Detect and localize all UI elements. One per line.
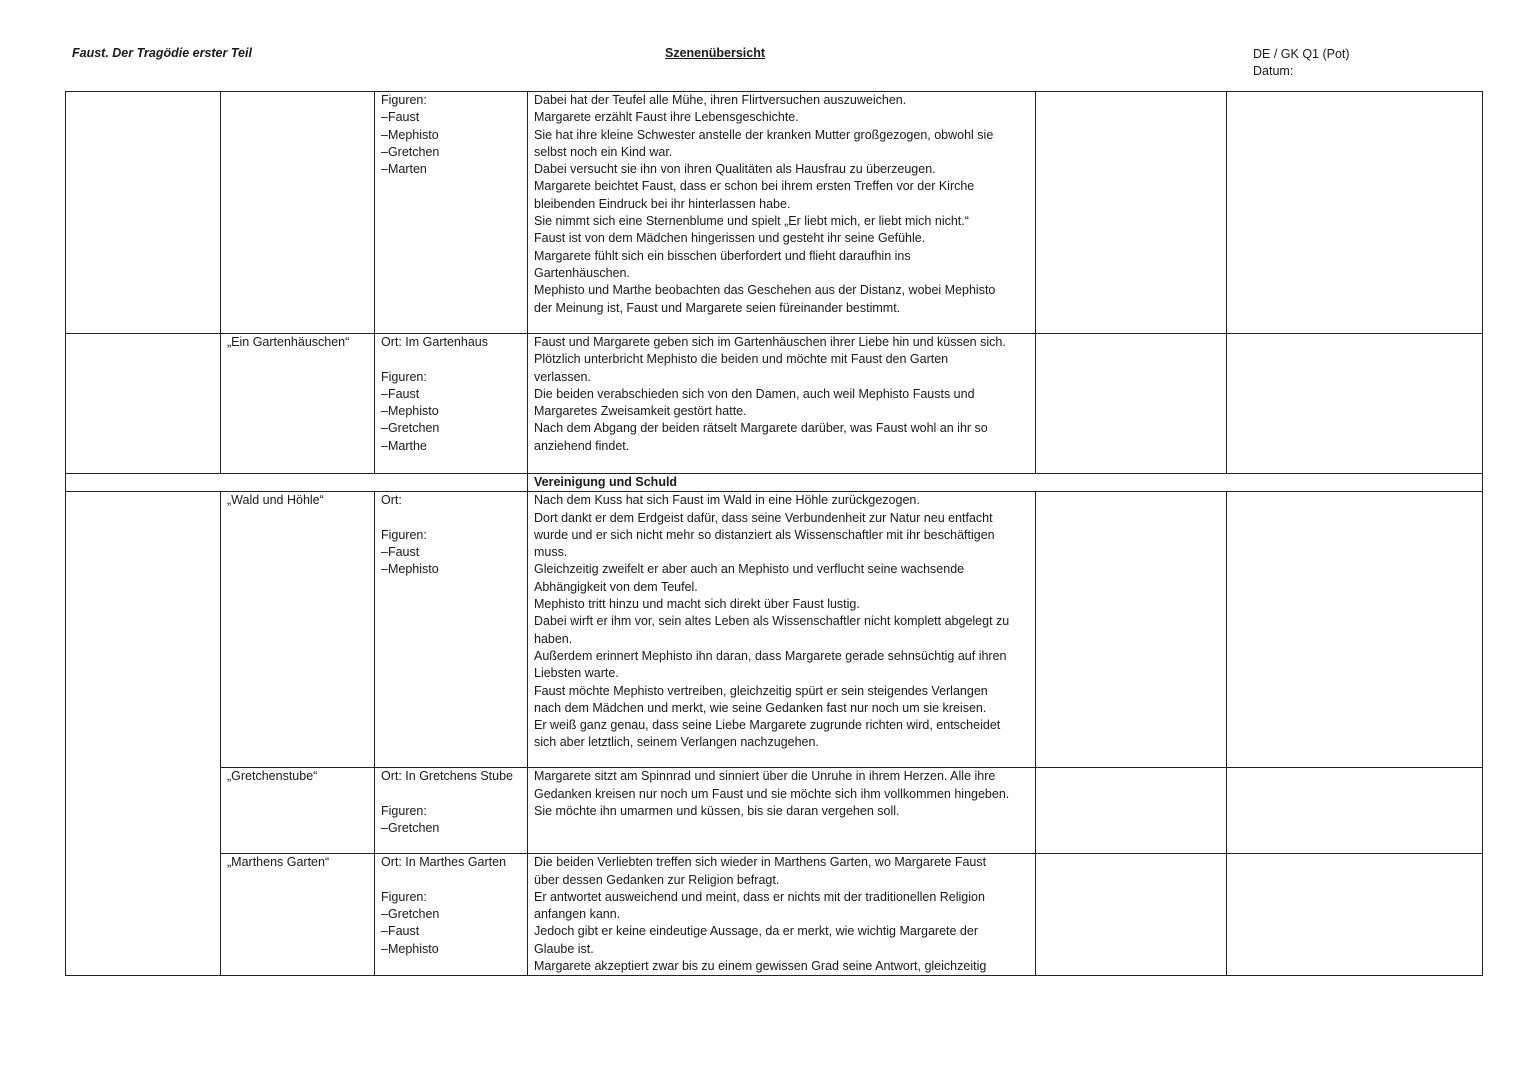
summary-line: der Meinung ist, Faust und Margarete seien füreinander bestimmt.: [534, 300, 901, 315]
scene-title-cell: [221, 768, 375, 854]
act-cell: [66, 92, 221, 334]
setting-cell: [375, 854, 528, 976]
figure-item: –Mephisto: [381, 127, 439, 142]
section-title-cell: [528, 474, 1483, 492]
notes-cell: [1036, 492, 1227, 768]
act-cell: [66, 334, 221, 474]
notes-cell: [1227, 334, 1483, 474]
scene-title: „Wald und Höhle“: [227, 493, 324, 508]
summary-line: Abhängigkeit von dem Teufel.: [534, 579, 698, 594]
summary-line: Margarete sitzt am Spinnrad und sinniert über die Unruhe in ihrem Herzen. Alle ihre: [534, 769, 996, 784]
setting-cell: [375, 492, 528, 768]
figures-list: [381, 544, 521, 579]
scene-title-cell: [221, 854, 375, 976]
summary-line: Mephisto und Marthe beobachten das Geschehen aus der Distanz, wobei Mephisto: [534, 283, 996, 298]
notes-cell: [1227, 492, 1483, 768]
notes-cell: [1036, 854, 1227, 976]
summary-line: Margarete fühlt sich ein bisschen überfordert und flieht daraufhin ins: [534, 248, 911, 263]
figure-item: –Faust: [381, 386, 420, 401]
section-row: [66, 474, 1483, 492]
summary-line: Gleichzeitig zweifelt er aber auch an Mephisto und verflucht seine wachsende: [534, 562, 965, 577]
summary-line: Nach dem Abgang der beiden rätselt Margarete darüber, was Faust wohl an ihr so: [534, 421, 988, 436]
figure-item: –Faust: [381, 924, 420, 939]
summary-line: Nach dem Kuss hat sich Faust im Wald in eine Höhle zurückgezogen.: [534, 493, 920, 508]
notes-cell: [1036, 92, 1227, 334]
summary-line: Dort dankt er dem Erdgeist dafür, dass seine Verbundenheit zur Natur neu entfacht: [534, 510, 993, 525]
scene-title-cell: [221, 334, 375, 474]
summary-line: Faust und Margarete geben sich im Gartenhäuschen ihrer Liebe hin und küssen sich.: [534, 335, 1006, 349]
summary-cell: [528, 768, 1036, 854]
figures-label: Figuren:: [381, 369, 427, 384]
summary-line: Er weiß ganz genau, dass seine Liebe Margarete zugrunde richten wird, entscheidet: [534, 718, 1001, 733]
act-cell: [66, 492, 221, 976]
summary-cell: [528, 334, 1036, 474]
summary-line: Liebsten warte.: [534, 666, 619, 681]
summary-line: Margarete erzählt Faust ihre Lebensgeschichte.: [534, 110, 799, 125]
setting-cell: [375, 334, 528, 474]
summary-line: Dabei versucht sie ihn von ihren Qualitäten als Hausfrau zu überzeugen.: [534, 162, 936, 177]
summary-line: Dabei hat der Teufel alle Mühe, ihren Flirtversuchen auszuweichen.: [534, 93, 907, 107]
notes-cell: [1036, 768, 1227, 854]
location-text: Ort: In Gretchens Stube: [381, 769, 514, 784]
summary-cell: [528, 92, 1036, 334]
notes-cell: [1036, 334, 1227, 474]
table-row: [66, 492, 1483, 768]
date-label: Datum:: [1253, 64, 1294, 78]
figure-item: –Mephisto: [381, 941, 439, 956]
figure-item: –Marthe: [381, 438, 427, 453]
figures-list: [381, 109, 521, 178]
summary-line: Sie nimmt sich eine Sternenblume und spielt „Er liebt mich, er liebt mich nicht.“: [534, 214, 969, 229]
summary-line: Faust ist von dem Mädchen hingerissen und gesteht ihr seine Gefühle.: [534, 231, 926, 246]
scene-title: „Marthens Garten“: [227, 855, 330, 870]
figures-label: Figuren:: [381, 889, 427, 904]
notes-cell: [1227, 854, 1483, 976]
summary-line: Plötzlich unterbricht Mephisto die beiden und möchte mit Faust den Garten: [534, 352, 949, 367]
summary-line: anfangen kann.: [534, 907, 621, 922]
summary-line: Margarete akzeptiert zwar bis zu einem gewissen Grad seine Antwort, gleichzeitig: [534, 959, 987, 974]
table-row: [66, 768, 1483, 854]
summary-line: sich aber letztlich, seinem Verlangen nachzugehen.: [534, 735, 819, 750]
course-label: DE / GK Q1 (Pot): [1253, 47, 1350, 61]
scene-title-cell: [221, 492, 375, 768]
figure-item: –Gretchen: [381, 821, 440, 836]
summary-line: Margarete beichtet Faust, dass er schon bei ihrem ersten Treffen vor der Kirche: [534, 179, 975, 194]
figure-item: –Faust: [381, 110, 420, 125]
summary-line: wurde und er sich nicht mehr so distanziert als Wissenschaftler mit ihr beschäftigen: [534, 527, 995, 542]
figures-list: [381, 820, 521, 837]
figure-item: –Mephisto: [381, 404, 439, 419]
setting-cell: [375, 92, 528, 334]
notes-cell: [1227, 92, 1483, 334]
notes-cell: [1227, 768, 1483, 854]
summary-line: anziehend findet.: [534, 438, 630, 453]
page-header: [72, 46, 1482, 82]
summary-line: Gedanken kreisen nur noch um Faust und sie möchte sich ihm vollkommen hingeben.: [534, 786, 1010, 801]
summary-line: Außerdem erinnert Mephisto ihn daran, dass Margarete gerade sehnsüchtig auf ihren: [534, 648, 1007, 663]
figures-label: Figuren:: [381, 803, 427, 818]
summary-line: selbst noch ein Kind war.: [534, 144, 673, 159]
summary-line: Sie möchte ihn umarmen und küssen, bis sie daran vergehen soll.: [534, 803, 900, 818]
location-text: Ort:: [381, 493, 402, 508]
figure-item: –Faust: [381, 545, 420, 560]
figure-item: –Gretchen: [381, 144, 440, 159]
summary-line: nach dem Mädchen und merkt, wie seine Gedanken fast nur noch um sie kreisen.: [534, 700, 987, 715]
summary-line: Gartenhäuschen.: [534, 265, 630, 280]
summary-line: haben.: [534, 631, 573, 646]
figure-item: –Gretchen: [381, 421, 440, 436]
summary-cell: [528, 492, 1036, 768]
figures-list: [381, 906, 521, 958]
table-row: [66, 334, 1483, 474]
figure-item: –Marten: [381, 162, 427, 177]
figures-label: Figuren:: [381, 93, 427, 107]
figures-label: Figuren:: [381, 527, 427, 542]
section-spacer-cell: [66, 474, 528, 492]
summary-line: Mephisto tritt hinzu und macht sich direkt über Faust lustig.: [534, 597, 860, 612]
figure-item: –Mephisto: [381, 562, 439, 577]
summary-line: Dabei wirft er ihm vor, sein altes Leben als Wissenschaftler nicht komplett abgelegt zu: [534, 614, 1010, 629]
summary-line: Glaube ist.: [534, 941, 594, 956]
summary-line: Faust möchte Mephisto vertreiben, gleichzeitig spürt er sein steigendes Verlangen: [534, 683, 988, 698]
summary-line: Jedoch gibt er keine eindeutige Aussage, da er merkt, wie wichtig Margarete der: [534, 924, 978, 939]
page-heading: Szenenübersicht: [665, 46, 766, 60]
summary-line: über dessen Gedanken zur Religion befragt.: [534, 872, 780, 887]
section-title: Vereinigung und Schuld: [534, 475, 678, 489]
figure-item: –Gretchen: [381, 907, 440, 922]
location-text: Ort: In Marthes Garten: [381, 855, 507, 870]
summary-line: bleibenden Eindruck bei ihr hinterlassen habe.: [534, 196, 791, 211]
scene-title: „Ein Gartenhäuschen“: [227, 335, 350, 349]
summary-line: verlassen.: [534, 369, 591, 384]
summary-line: Die beiden verabschieden sich von den Damen, auch weil Mephisto Fausts und: [534, 386, 975, 401]
scene-title-cell: [221, 92, 375, 334]
scene-title: „Gretchenstube“: [227, 769, 318, 784]
table-row: [66, 854, 1483, 976]
table-row: [66, 92, 1483, 334]
summary-line: Margaretes Zweisamkeit gestört hatte.: [534, 404, 747, 419]
summary-line: Er antwortet ausweichend und meint, dass er nichts mit der traditionellen Religion: [534, 889, 985, 904]
course-info: [1253, 46, 1350, 80]
location-text: Ort: Im Gartenhaus: [381, 335, 488, 349]
summary-line: Die beiden Verliebten treffen sich wieder in Marthens Garten, wo Margarete Faust: [534, 855, 987, 870]
summary-line: muss.: [534, 545, 568, 560]
summary-cell: [528, 854, 1036, 976]
scene-table: [65, 91, 1483, 976]
document-title: Faust. Der Tragödie erster Teil: [72, 46, 252, 60]
setting-cell: [375, 768, 528, 854]
figures-list: [381, 386, 521, 455]
summary-line: Sie hat ihre kleine Schwester anstelle der kranken Mutter großgezogen, obwohl sie: [534, 127, 994, 142]
